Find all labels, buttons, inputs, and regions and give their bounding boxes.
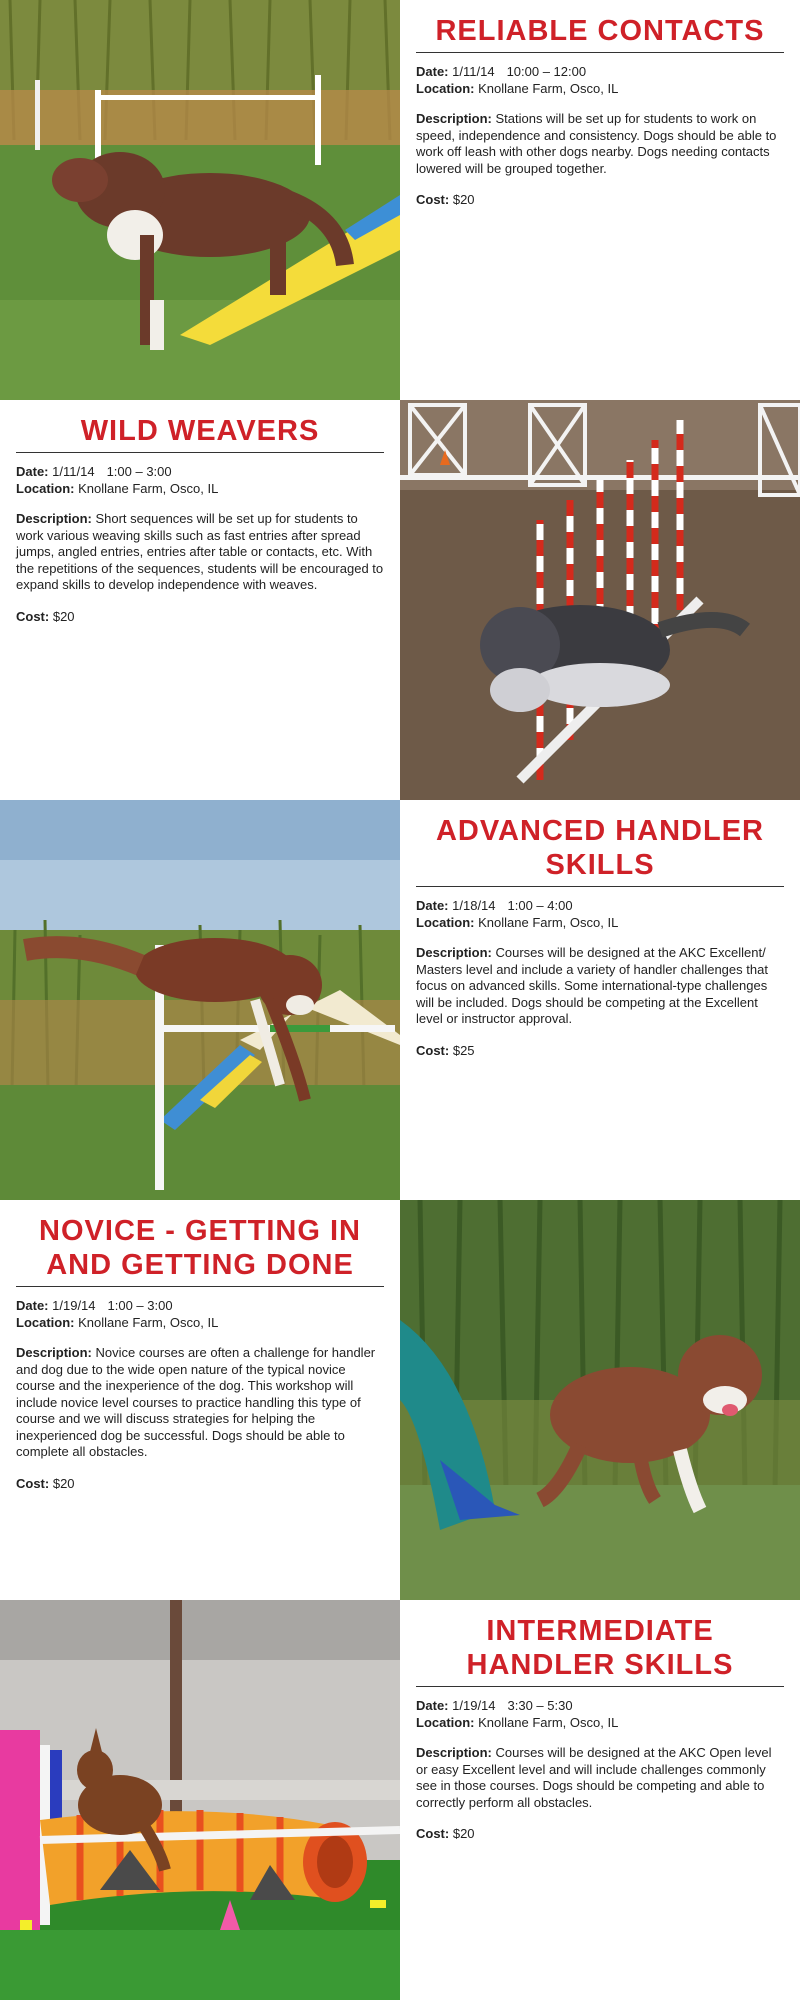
cost-label: Cost: xyxy=(16,1475,50,1491)
workshop-description xyxy=(416,1745,784,1811)
dog-on-ramp-image xyxy=(0,0,400,400)
workshop-description xyxy=(416,111,784,177)
workshop-time: 1:00 – 4:00 xyxy=(507,898,573,913)
location-label: Location: xyxy=(16,1315,75,1330)
workshop-title: NOVICE - GETTING IN AND GETTING DONE xyxy=(16,1214,384,1287)
workshop-details xyxy=(400,800,800,1200)
description-text: Courses will be designed at the AKC Excellent/ Masters level and include a variety of handler challenges that focus on advanced skills. Some international-type challenges will be included. Dogs should be competing at the Excellent level or instructor approval. xyxy=(416,945,768,1026)
location-label: Location: xyxy=(416,915,475,930)
workshop-details xyxy=(400,1600,800,2000)
description-text: Courses will be designed at the AKC Open level or easy Excellent level and will include challenges commonly see in those courses. Dogs should be competing and able to correctly perform all obstacles. xyxy=(416,1745,772,1810)
workshop-title: INTERMEDIATE HANDLER SKILLS xyxy=(416,1614,784,1687)
workshop-time: 10:00 – 12:00 xyxy=(506,64,587,79)
description-text: Novice courses are often a challenge for handler and dog due to the wide open nature of the typical novice course and the inexperience of the dog. This workshop will include novice level courses to practice handling this type of course and we will discuss strategies for helping the inexperienced dog be successful. Dogs should be able to complete all obstacles. xyxy=(16,1345,376,1459)
date-label: Date: xyxy=(416,898,449,913)
workshop-novice xyxy=(0,1200,800,1600)
dog-running-image xyxy=(400,1200,800,1600)
workshop-time: 1:00 – 3:00 xyxy=(106,464,172,479)
cost-value: $25 xyxy=(452,1042,475,1058)
description-label: Description: xyxy=(16,1345,92,1360)
workshop-details xyxy=(400,0,800,400)
workshop-title: WILD WEAVERS xyxy=(16,414,384,453)
cost-value: $20 xyxy=(452,1826,475,1841)
date-label: Date: xyxy=(16,464,49,479)
workshop-cost xyxy=(416,1825,784,1842)
dog-indoor-tunnel-image xyxy=(0,1600,400,2000)
workshop-location: Knollane Farm, Osco, IL xyxy=(78,1315,219,1330)
workshop-cost xyxy=(16,608,384,625)
workshop-details xyxy=(0,400,400,800)
workshop-meta xyxy=(416,1697,784,1731)
cost-value: $20 xyxy=(452,192,475,207)
location-label: Location: xyxy=(16,481,75,496)
description-label: Description: xyxy=(16,511,92,526)
workshop-title: ADVANCED HANDLER SKILLS xyxy=(416,814,784,887)
cost-label: Cost: xyxy=(416,1826,450,1841)
workshop-intermediate-handler-skills xyxy=(0,1600,800,2000)
workshop-title: RELIABLE CONTACTS xyxy=(416,14,784,53)
dog-jumping-image xyxy=(0,800,400,1200)
workshop-cost xyxy=(416,1042,784,1059)
date-label: Date: xyxy=(416,64,449,79)
workshop-description xyxy=(16,511,384,594)
workshop-advanced-handler-skills xyxy=(0,800,800,1200)
description-label: Description: xyxy=(416,945,492,960)
workshop-meta xyxy=(16,1297,384,1331)
workshop-details xyxy=(0,1200,400,1600)
workshop-description xyxy=(16,1345,384,1461)
workshop-location: Knollane Farm, Osco, IL xyxy=(478,81,619,96)
cost-label: Cost: xyxy=(16,608,50,624)
workshop-meta xyxy=(16,463,384,497)
photo-dog-on-contact-ramp xyxy=(0,0,400,400)
workshop-date: 1/11/14 xyxy=(452,64,495,79)
location-label: Location: xyxy=(416,1715,475,1730)
date-label: Date: xyxy=(16,1298,49,1313)
workshop-location: Knollane Farm, Osco, IL xyxy=(78,481,219,496)
cost-label: Cost: xyxy=(416,1042,450,1058)
workshop-location: Knollane Farm, Osco, IL xyxy=(478,915,619,930)
description-label: Description: xyxy=(416,1745,492,1760)
workshop-cost xyxy=(16,1475,384,1492)
photo-dog-indoor-tunnel xyxy=(0,1600,400,2000)
date-label: Date: xyxy=(416,1698,449,1713)
workshop-time: 3:30 – 5:30 xyxy=(507,1698,573,1713)
photo-dog-jumping xyxy=(0,800,400,1200)
cost-value: $20 xyxy=(52,608,75,624)
workshop-reliable-contacts xyxy=(0,0,800,400)
workshop-date: 1/19/14 xyxy=(452,1698,496,1713)
workshop-meta xyxy=(416,897,784,931)
workshop-time: 1:00 – 3:00 xyxy=(107,1298,173,1313)
description-text: Short sequences will be set up for students to work various weaving skills such as fast entries after spread jumps, angled entries, entries after table or contacts, etc. With the repetitions of the sequences, students will be encouraged to expand skills to develop independence with weaves. xyxy=(16,511,384,592)
workshop-cost xyxy=(416,191,784,208)
description-label: Description: xyxy=(416,111,492,126)
photo-dog-weaving-poles xyxy=(400,400,800,800)
description-text: Stations will be set up for students to work on speed, independence and consistency. Dogs should be able to work off leash with other dogs nearby. Dogs needing contacts lowered will be grouped together. xyxy=(416,111,777,176)
workshop-date: 1/18/14 xyxy=(452,898,496,913)
cost-value: $20 xyxy=(52,1475,75,1491)
dog-weaving-image xyxy=(400,400,800,800)
workshop-description xyxy=(416,945,784,1028)
workshop-wild-weavers xyxy=(0,400,800,800)
workshop-meta xyxy=(416,63,784,97)
workshop-date: 1/19/14 xyxy=(52,1298,96,1313)
cost-label: Cost: xyxy=(416,192,450,207)
workshop-location: Knollane Farm, Osco, IL xyxy=(478,1715,619,1730)
workshop-date: 1/11/14 xyxy=(52,464,95,479)
location-label: Location: xyxy=(416,81,475,96)
photo-dog-running-from-tunnel xyxy=(400,1200,800,1600)
